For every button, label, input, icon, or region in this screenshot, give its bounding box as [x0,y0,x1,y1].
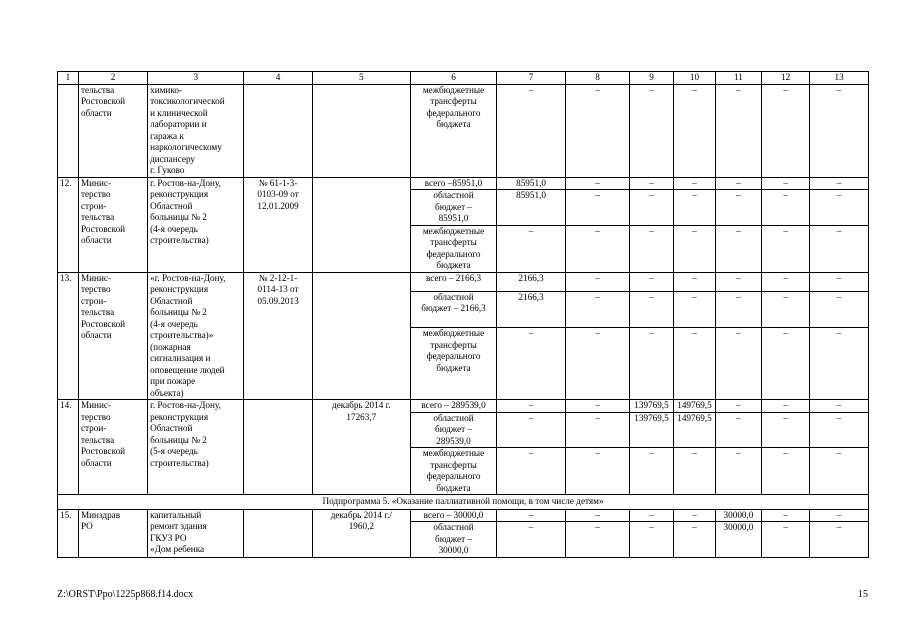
cell-line: федерального [426,248,481,259]
value-cell: – [630,225,674,272]
cell-line: бюджета [436,482,471,493]
cell-line: гаража к [150,130,184,141]
value-cell: – [674,509,716,522]
header-row [58,72,869,85]
value-cell: – [630,522,674,558]
value-cell: – [566,509,630,522]
value-cell: – [630,328,674,400]
value-cell: – [810,400,869,413]
budget-table-page [57,71,869,558]
value-cell: – [762,225,810,272]
cell-line: больницы № 2 [150,212,207,222]
cell-line: терство [80,284,111,294]
value-cell: – [810,272,869,291]
date-cell [312,272,410,400]
column-number: 4 [244,72,312,85]
value-cell: – [762,177,810,190]
value-cell: – [566,190,630,226]
source-cell [411,522,497,558]
table-row [58,84,869,177]
cell-line: реконструкция [150,284,209,294]
value-cell: – [762,272,810,291]
doc-cell [244,84,312,177]
value-cell: – [674,291,716,328]
cell-line: Областной [150,423,193,433]
doc-cell [244,400,312,495]
cell-line: 85951,0 [438,213,469,223]
value-cell: – [810,84,869,177]
cell-line: областной [433,412,474,423]
value-cell: – [715,177,761,190]
value-cell: – [496,225,565,272]
value-cell: 2166,3 [496,291,565,328]
cell-line: сигнализация и [150,353,211,363]
value-cell: – [715,190,761,226]
cell-line: межбюджетные [422,448,485,458]
cell-line: бюджет – 2166,3 [421,303,486,314]
value-cell: 2166,3 [496,272,565,291]
cell-line: областной [433,522,474,532]
cell-line: трансферты [430,237,477,247]
cell-line: № 61-1-3- [258,177,298,188]
cell-line: г. Гуково [150,165,185,175]
doc-cell [244,272,312,400]
table-row [58,509,869,522]
cell-line: (пожарная [150,341,191,352]
value-cell: – [630,190,674,226]
object-cell [148,272,244,400]
value-cell: – [566,448,630,495]
value-cell: – [630,448,674,495]
value-cell: – [810,509,869,522]
value-cell: – [496,448,565,495]
table-row [58,177,869,190]
doc-cell [244,177,312,272]
cell-line: бюджет – [435,424,472,434]
value-cell: – [762,84,810,177]
cell-line: строительства)» [150,330,214,340]
cell-line: межбюджетные [422,84,485,95]
value-cell: – [762,291,810,328]
source-cell [411,177,497,190]
value-cell: – [810,190,869,226]
column-number: 9 [630,72,674,85]
value-cell: 30000,0 [715,509,761,522]
object-cell [148,509,244,557]
object-cell [148,400,244,495]
value-cell: – [496,400,565,413]
column-number: 1 [58,72,79,85]
value-cell: – [715,225,761,272]
value-cell: – [810,412,869,448]
cell-line: больницы № 2 [150,307,207,317]
cell-line: тельства [80,84,115,95]
value-cell: – [762,522,810,558]
value-cell: – [715,448,761,495]
cell-line: Ростовской [80,223,126,234]
cell-line: (4-я очередь [150,318,198,329]
cell-line: «г. Ростов-на-Дону, [150,272,226,283]
cell-line: и клинической [150,107,208,118]
cell-line: федерального [426,351,481,362]
row-number [58,84,79,177]
value-cell: – [810,291,869,328]
table-row [58,400,869,413]
value-cell: – [762,190,810,226]
value-cell: – [566,177,630,190]
value-cell: 139769,5 [630,400,674,413]
source-cell [411,448,497,495]
org-cell [78,509,147,557]
value-cell: – [496,84,565,177]
cell-line: терство [80,189,111,199]
value-cell: 149769,5 [674,412,716,448]
cell-line: лаборатории и [150,119,207,129]
org-cell [78,272,147,400]
cell-line: оповещение людей [150,364,225,375]
cell-line: РО [80,521,93,531]
cell-line: ГКУЗ РО [150,532,187,543]
value-cell: – [674,225,716,272]
column-number: 11 [715,72,761,85]
value-cell: – [674,522,716,558]
cell-line: строи- [80,295,107,306]
cell-line: 30000,0 [438,545,469,555]
cell-line: капитальный [150,509,202,520]
value-cell: – [715,272,761,291]
value-cell: – [810,177,869,190]
source-cell [411,272,497,291]
value-cell: – [810,448,869,495]
value-cell: – [674,272,716,291]
cell-line: ремонт здания [150,521,207,531]
value-cell: – [715,291,761,328]
cell-line: всего – 289539,0 [421,400,486,410]
subprogram-title: Подпрограмма 5. «Оказание паллиативной помощи, в том числе детям» [58,495,869,510]
value-cell: – [762,328,810,400]
cell-line: г. Ростов-на-Дону, [150,177,221,188]
source-cell [411,328,497,400]
cell-line: всего – 2166,3 [425,272,482,283]
column-number: 12 [762,72,810,85]
value-cell: – [674,177,716,190]
value-cell: – [715,400,761,413]
footer-file-path: Z:\ORST\Ppo\1225p868.f14.docx [57,589,194,600]
cell-line: области [80,457,112,468]
cell-line: Ростовской [80,96,126,106]
column-number: 10 [674,72,716,85]
row-number: 12. [58,177,79,272]
cell-line: строи- [80,423,107,433]
cell-line: трансферты [430,459,477,470]
date-cell [312,84,410,177]
cell-line: Минис- [80,400,112,410]
date-cell [312,509,410,557]
value-cell: – [762,400,810,413]
cell-line: 0114-13 от [257,284,299,294]
object-cell [148,84,244,177]
value-cell: 139769,5 [630,412,674,448]
cell-line: 12.01.2009 [257,200,299,211]
value-cell: – [810,225,869,272]
value-cell: – [810,328,869,400]
value-cell: 30000,0 [715,522,761,558]
cell-line: диспансеру [150,153,196,164]
cell-line: химико- [150,84,182,95]
cell-line: № 2-12-1- [258,272,298,283]
value-cell: – [762,509,810,522]
value-cell: – [496,328,565,400]
cell-line: Областной [150,200,193,211]
cell-line: бюджета [436,119,471,129]
cell-line: декабрь 2014 г./ [330,509,392,520]
cell-line: объекта) [150,387,184,398]
value-cell: – [566,84,630,177]
org-cell [78,84,147,177]
cell-line: Минис- [80,272,112,283]
cell-line: 289539,0 [436,435,471,446]
cell-line: 17263,7 [346,411,377,422]
source-cell [411,190,497,226]
row-number: 15. [58,509,79,557]
value-cell: 149769,5 [674,400,716,413]
cell-line: всего –85951,0 [424,177,483,188]
cell-line: бюджета [436,260,471,270]
cell-line: строительства) [150,457,209,468]
cell-line: больницы № 2 [150,434,207,445]
cell-line: области [80,235,112,245]
cell-line: токсикологической [150,96,225,106]
page-number: 15 [858,589,868,600]
value-cell: – [566,522,630,558]
cell-line: трансферты [430,339,477,350]
cell-line: тельства [80,212,115,222]
cell-line: строительства) [150,235,209,245]
cell-line: терство [80,411,111,422]
cell-line: межбюджетные [422,225,485,236]
cell-line: Минздрав [80,509,121,520]
value-cell: – [566,412,630,448]
value-cell: – [630,272,674,291]
source-cell [411,84,497,177]
doc-cell [244,509,312,557]
value-cell: – [630,84,674,177]
org-cell [78,400,147,495]
budget-table [57,71,869,558]
cell-line: области [80,330,112,340]
subprogram-row [58,495,869,510]
cell-line: Минис- [80,177,112,188]
value-cell: – [566,328,630,400]
value-cell: – [674,448,716,495]
cell-line: реконструкция [150,411,209,422]
cell-line: Ростовской [80,318,126,329]
cell-line: федерального [426,471,481,481]
cell-line: реконструкция [150,189,209,199]
column-number: 7 [496,72,565,85]
value-cell: – [630,509,674,522]
cell-line: Ростовской [80,446,126,456]
value-cell: – [566,272,630,291]
column-number: 2 [78,72,147,85]
column-number: 8 [566,72,630,85]
value-cell: – [496,522,565,558]
object-cell [148,177,244,272]
value-cell: – [674,190,716,226]
value-cell: – [715,328,761,400]
cell-line: 0103-09 от [257,189,299,199]
value-cell: – [630,291,674,328]
value-cell: 85951,0 [496,190,565,226]
cell-line: федерального [426,107,481,118]
cell-line: 1960,2 [348,521,374,531]
column-number: 3 [148,72,244,85]
date-cell [312,400,410,495]
cell-line: (4-я очередь [150,223,198,234]
value-cell: – [566,225,630,272]
row-number: 13. [58,272,79,400]
value-cell: – [496,412,565,448]
cell-line: области [80,107,112,118]
value-cell: – [715,84,761,177]
cell-line: «Дом ребенка [150,544,205,554]
cell-line: декабрь 2014 г. [332,400,391,410]
table-row [58,272,869,291]
cell-line: Областной [150,295,193,306]
date-cell [312,177,410,272]
cell-line: областной [433,291,474,302]
cell-line: при пожаре [150,376,196,386]
value-cell: – [674,328,716,400]
cell-line: строи- [80,200,107,211]
column-number: 6 [411,72,497,85]
cell-line: всего – 30000,0 [423,509,484,520]
source-cell [411,509,497,522]
source-cell [411,412,497,448]
column-number: 13 [810,72,869,85]
cell-line: межбюджетные [422,328,485,339]
value-cell: – [566,400,630,413]
cell-line: бюджета [436,362,471,373]
cell-line: тельства [80,307,115,317]
value-cell: 85951,0 [496,177,565,190]
cell-line: областной [433,190,474,200]
value-cell: – [762,412,810,448]
source-cell [411,225,497,272]
org-cell [78,177,147,272]
value-cell: – [674,84,716,177]
cell-line: (5-я очередь [150,446,198,456]
value-cell: – [715,412,761,448]
source-cell [411,400,497,413]
cell-line: тельства [80,434,115,445]
cell-line: трансферты [430,96,477,106]
cell-line: г. Ростов-на-Дону, [150,400,221,410]
value-cell: – [762,448,810,495]
cell-line: бюджет – [435,533,472,544]
value-cell: – [810,522,869,558]
cell-line: бюджет – [435,201,472,212]
column-number: 5 [312,72,410,85]
value-cell: – [496,509,565,522]
value-cell: – [566,291,630,328]
row-number: 14. [58,400,79,495]
cell-line: 05.09.2013 [257,295,299,306]
cell-line: наркологическому [150,142,222,152]
value-cell: – [630,177,674,190]
source-cell [411,291,497,328]
